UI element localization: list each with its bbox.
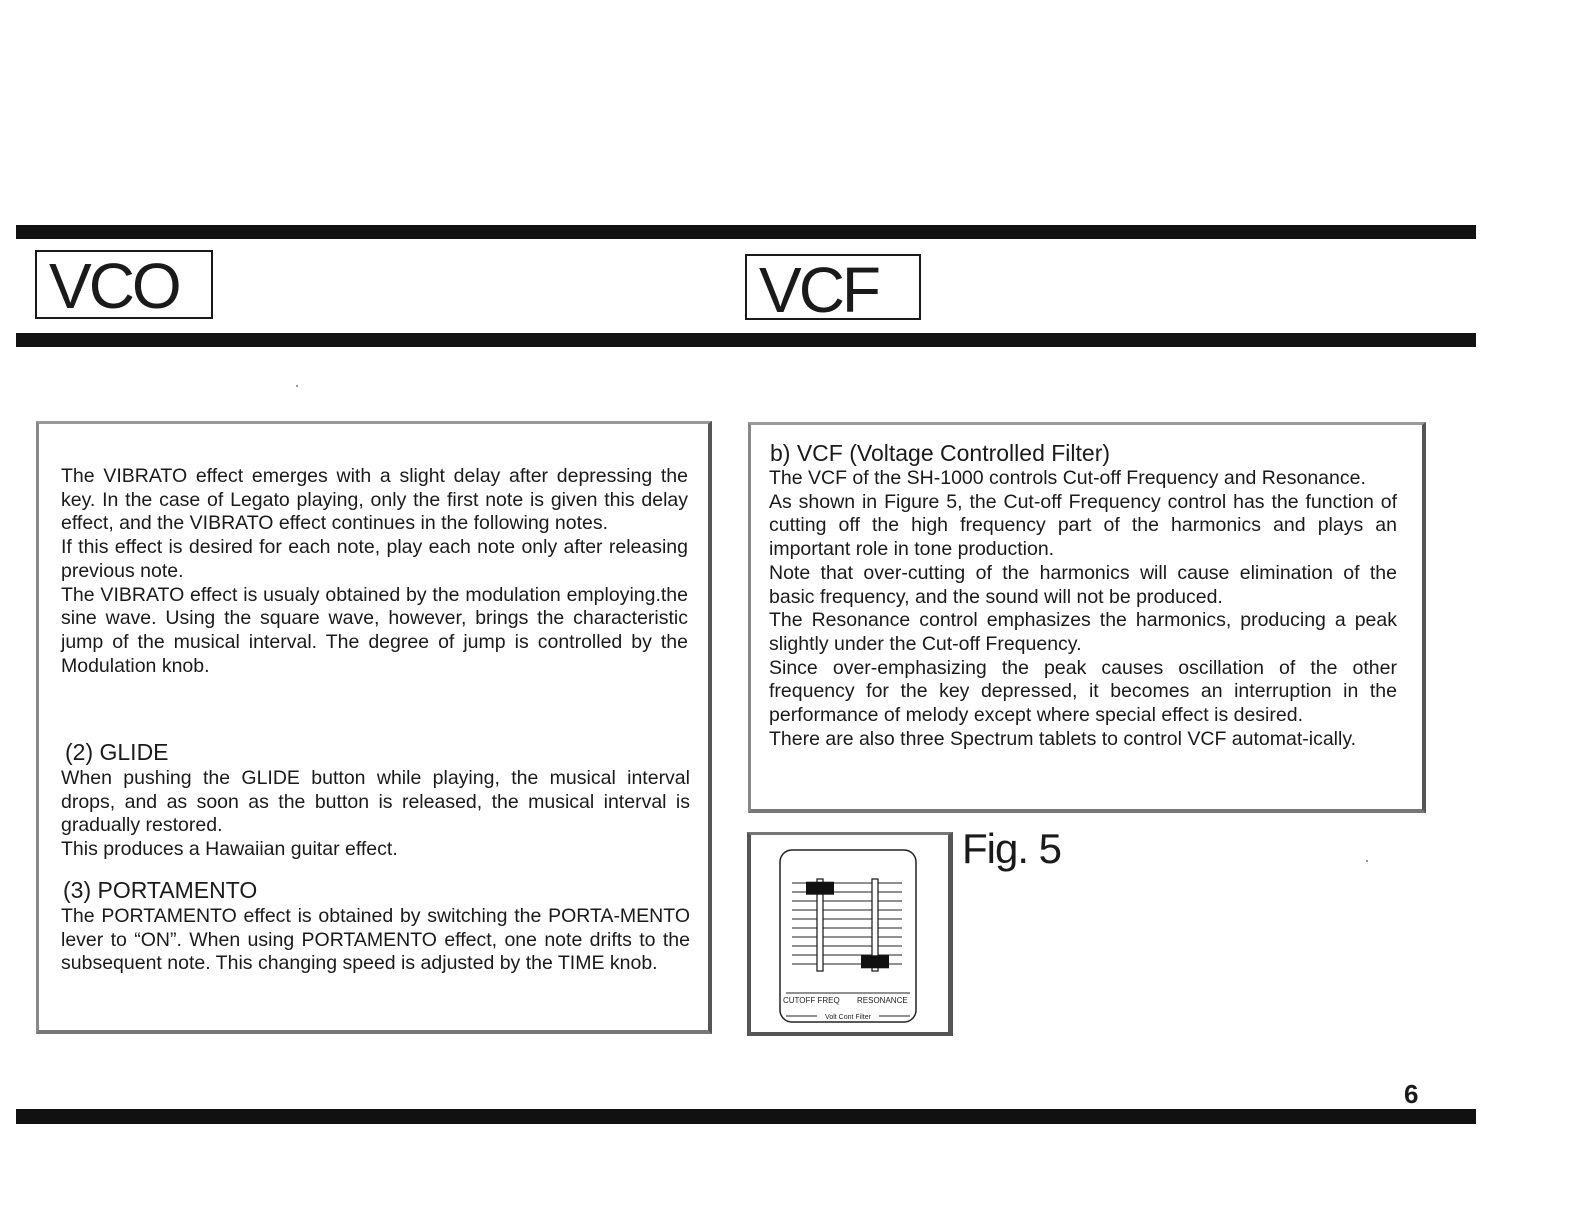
resonance-label: RESONANCE bbox=[857, 996, 908, 1005]
panel-caption: Volt Cont Filter bbox=[825, 1014, 871, 1021]
vcf-paragraph: The VCF of the SH-1000 controls Cut-off Frequency and Resonance. bbox=[769, 467, 1366, 489]
vcf-heading: b) VCF (Voltage Controlled Filter) bbox=[770, 440, 1111, 466]
header-rule bbox=[16, 333, 1476, 347]
vibrato-paragraph: The VIBRATO effect is usualy obtained by the modulation employing.the sine wave. Using the square wave, however, brings the characteristic jump of the musical interval. The degree of jump is controlled by the Modulation knob. bbox=[61, 583, 688, 677]
glide-description bbox=[61, 767, 690, 862]
figure-5-frame bbox=[747, 832, 953, 1036]
glide-paragraph: When pushing the GLIDE button while playing, the musical interval drops, and as soon as the button is released, the musical interval is gradually restored. bbox=[61, 767, 690, 837]
figure-label: Fig. 5 bbox=[962, 825, 1062, 872]
vcf-slider-panel-illustration bbox=[751, 835, 948, 1032]
cutoff-slider-knob bbox=[806, 882, 834, 895]
top-rule bbox=[16, 225, 1476, 239]
vcf-paragraph: Since over-emphasizing the peak causes oscillation of the other frequency for the key depressed, it becomes an interruption in the performance of melody except where special effect is desired. bbox=[769, 656, 1397, 727]
page-number: 6 bbox=[1404, 1079, 1419, 1109]
vcf-paragraph: Note that over-cutting of the harmonics will cause elimination of the basic frequency, and the sound will not be produced. bbox=[769, 561, 1397, 608]
vcf-paragraph: There are also three Spectrum tablets to control VCF automat-ically. bbox=[769, 727, 1357, 750]
scale-lines bbox=[792, 883, 902, 964]
footer-rule bbox=[16, 1109, 1476, 1124]
vibrato-description bbox=[61, 465, 688, 678]
resonance-slider-knob bbox=[861, 955, 889, 968]
vco-section-title: VCO bbox=[35, 250, 213, 319]
portamento-description bbox=[61, 905, 690, 976]
portamento-paragraph: The PORTAMENTO effect is obtained by switching the PORTA-MENTO lever to “ON”. When using PORTAMENTO effect, one note drifts to the subsequent note. This changing speed is adjusted by the TIME knob. bbox=[61, 905, 690, 975]
vcf-paragraph: As shown in Figure 5, the Cut-off Frequency control has the function of cutting off the high frequency part of the harmonics and plays an important role in tone production. bbox=[769, 490, 1397, 561]
portamento-heading: (3) PORTAMENTO bbox=[63, 877, 258, 903]
vcf-paragraph: The Resonance control emphasizes the harmonics, producing a peak slightly under the Cut-off Frequency. bbox=[769, 609, 1397, 655]
vcf-description bbox=[769, 467, 1397, 751]
glide-paragraph: This produces a Hawaiian guitar effect. bbox=[61, 838, 398, 861]
vibrato-paragraph: The VIBRATO effect emerges with a slight delay after depressing the key. In the case of Legato playing, only the first note is given this delay effect, and the VIBRATO effect continues in the following notes. bbox=[61, 465, 688, 535]
scan-speck bbox=[296, 385, 298, 387]
cutoff-freq-label: CUTOFF FREQ bbox=[783, 996, 840, 1005]
vcf-section-title: VCF bbox=[745, 254, 921, 320]
vibrato-paragraph: If this effect is desired for each note, play each note only after releasing previous note. bbox=[61, 536, 688, 582]
glide-heading: (2) GLIDE bbox=[65, 739, 169, 765]
scan-speck bbox=[1366, 860, 1368, 862]
